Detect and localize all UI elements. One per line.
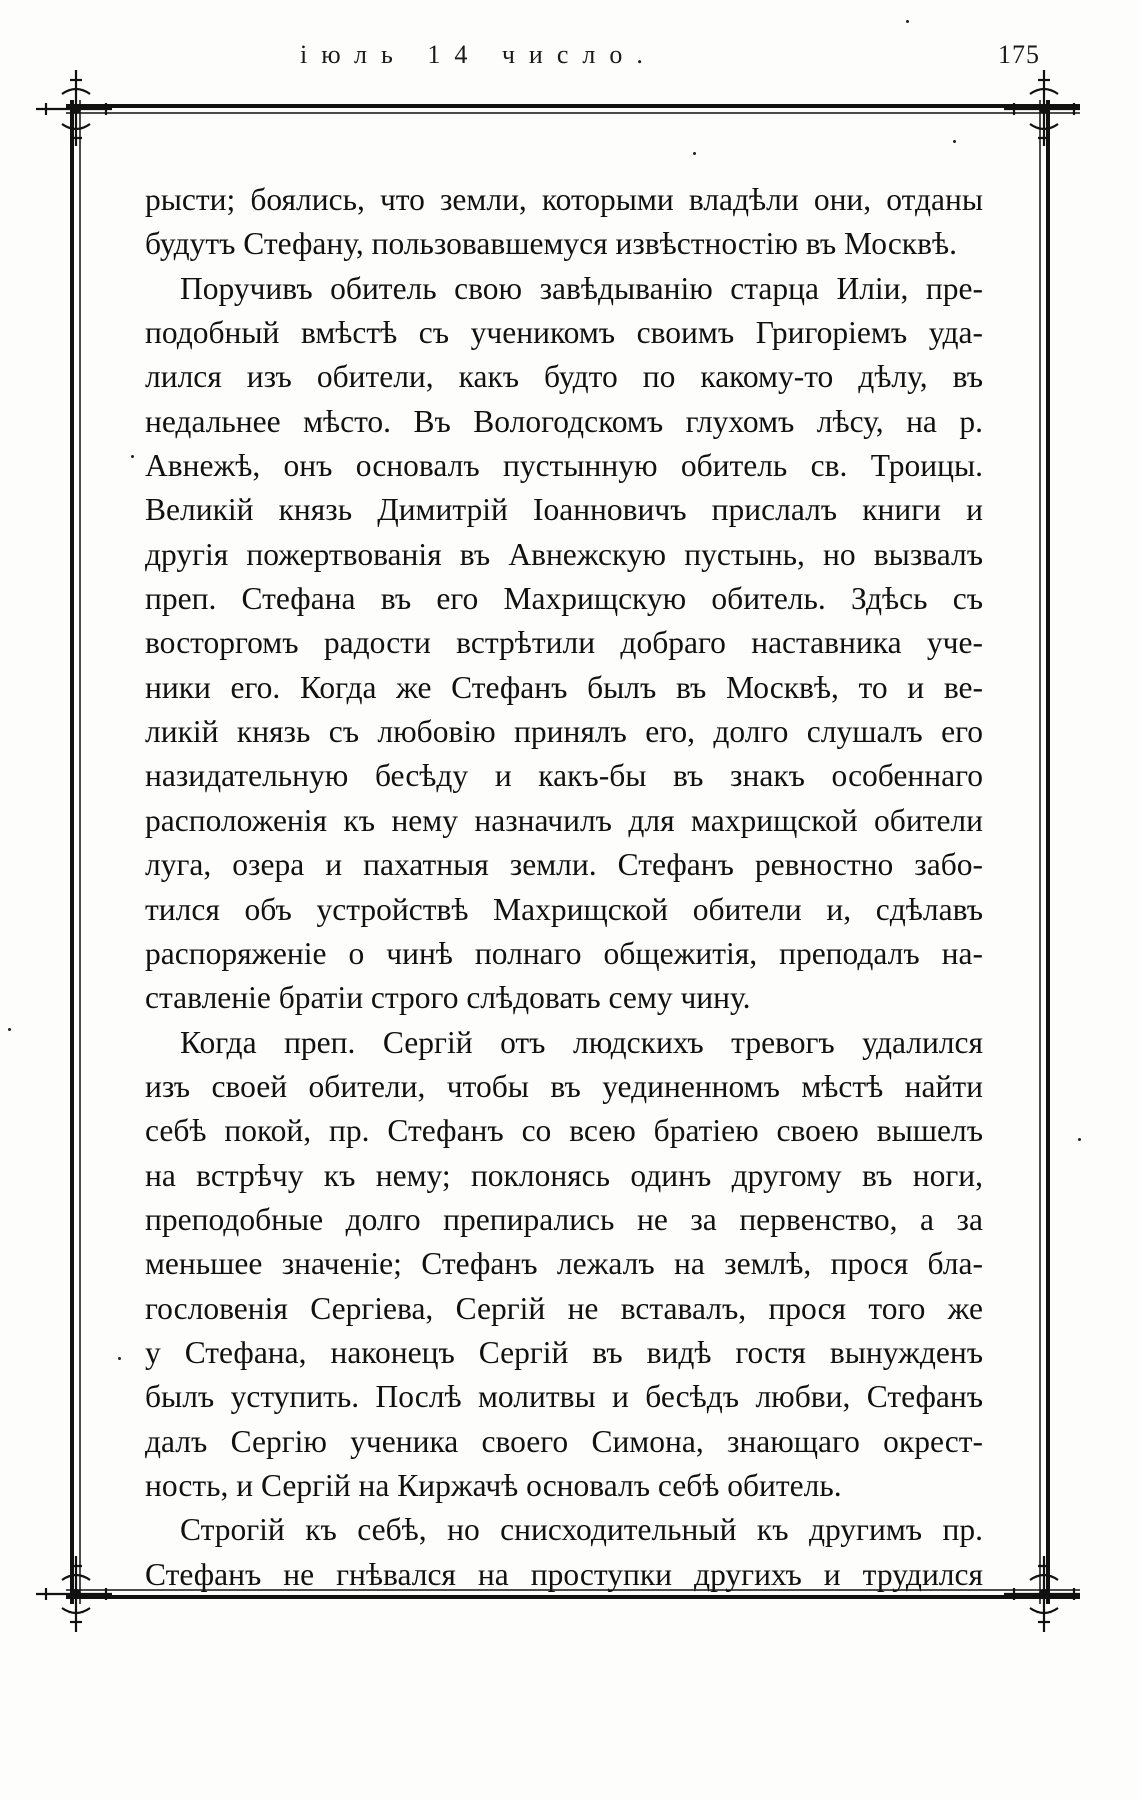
text-line: далъ Сергію ученика своего Симона, знающаго окрест- (145, 1423, 983, 1459)
text-line: рысти; боялись, что земли, которыми владѣли они, отданы (145, 182, 983, 217)
scan-speck (8, 1028, 11, 1031)
text-line: гословенія Сергіева, Сергій не вставалъ, прося того же (145, 1290, 983, 1326)
text-line: изъ своей обители, чтобы въ уединенномъ мѣстѣ найти (145, 1068, 983, 1104)
scan-speck (1078, 1138, 1081, 1141)
text-line: Стефанъ не гнѣвался на проступки другихъ и трудился (145, 1556, 983, 1592)
scan-speck (118, 1357, 121, 1360)
text-line: распоряженіе о чинѣ полнаго общежитія, преподалъ на- (145, 935, 983, 971)
scan-speck (693, 152, 696, 155)
text-line: на встрѣчу къ нему; поклонясь одинъ другому въ ноги, (145, 1157, 983, 1193)
text-line: другія пожертвованія въ Авнежскую пустынь, но вызвалъ (145, 536, 983, 572)
text-line: Строгій къ себѣ, но снисходительный къ другимъ пр. (180, 1512, 983, 1548)
text-line: расположенія къ нему назначилъ для махрищской обители (145, 802, 983, 838)
paragraph (145, 1021, 983, 1509)
corner-ornament-top-right (1004, 70, 1080, 146)
text-line: былъ уступить. Послѣ молитвы и бесѣдъ любви, Стефанъ (145, 1379, 983, 1415)
text-line: преподобные долго препирались не за первенство, а за (145, 1201, 983, 1237)
paragraph (145, 267, 983, 1021)
text-line: подобный вмѣстѣ съ ученикомъ своимъ Григоріемъ уда- (145, 315, 983, 351)
text-line: Великій князь Димитрій Іоанновичъ прислалъ книги и (145, 492, 983, 528)
text-line: ставленіе братіи строго слѣдовать сему чину. (145, 980, 751, 1016)
corner-ornament-bottom-right (1004, 1556, 1080, 1632)
text-line: ники его. Когда же Стефанъ былъ въ Москвѣ, то и ве- (145, 669, 983, 705)
text-line: меньшее значеніе; Стефанъ лежалъ на землѣ, прося бла- (145, 1246, 983, 1282)
text-line: назидательную бесѣду и какъ-бы въ знакъ особеннаго (145, 758, 983, 794)
scan-speck (953, 140, 956, 143)
body-text (145, 178, 983, 1597)
text-line: у Стефана, наконецъ Сергій въ видѣ гостя вынужденъ (145, 1334, 983, 1370)
text-line: ность, и Сергій на Киржачѣ основалъ себѣ обитель. (145, 1467, 842, 1503)
text-line: ликій князь съ любовію принялъ его, долго слушалъ его (145, 714, 983, 750)
text-line: луга, озера и пахатныя земли. Стефанъ ревностно забо- (145, 847, 983, 883)
text-line: лился изъ обители, какъ будто по какому-то дѣлу, въ (145, 359, 983, 395)
scan-speck (131, 455, 134, 458)
text-line: себѣ покой, пр. Стефанъ со всею братіею своею вышелъ (145, 1113, 983, 1149)
text-line: Когда преп. Сергій отъ людскихъ тревогъ удалился (180, 1024, 983, 1060)
text-line: Авнежѣ, онъ основалъ пустынную обитель св. Троицы. (145, 448, 983, 484)
paragraph (145, 178, 983, 267)
scan-speck (906, 20, 909, 23)
text-line: Поручивъ обитель свою завѣдыванію старца Иліи, пре- (180, 270, 983, 306)
paragraph (145, 1508, 983, 1597)
running-title: іюль 14 число. (300, 40, 657, 69)
text-line: преп. Стефана въ его Махрищскую обитель. Здѣсь съ (145, 581, 983, 617)
text-line: будутъ Стефану, пользовавшемуся извѣстностію въ Москвѣ. (145, 226, 957, 262)
text-line: тился объ устройствѣ Махрищской обители и, сдѣлавъ (145, 891, 983, 927)
text-line: восторгомъ радости встрѣтили добраго наставника уче- (145, 625, 983, 661)
text-line: недальнее мѣсто. Въ Вологодскомъ глухомъ лѣсу, на р. (145, 403, 983, 439)
page-number: 175 (998, 40, 1040, 69)
